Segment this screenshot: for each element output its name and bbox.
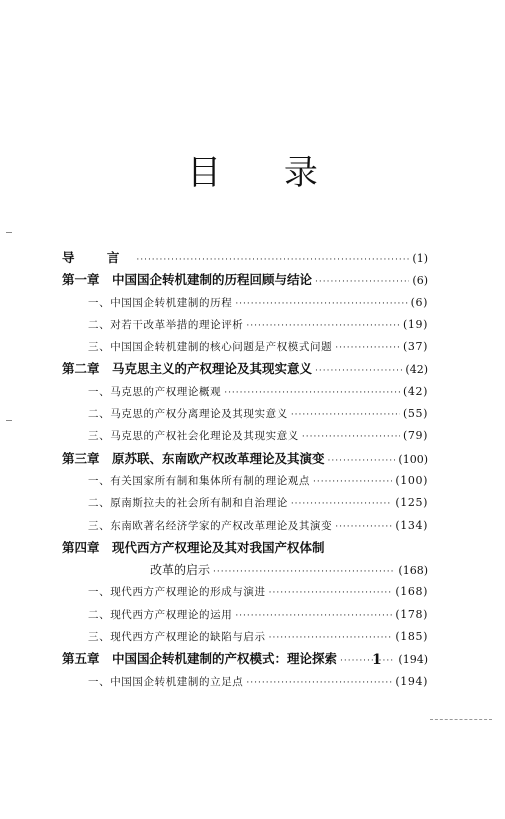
toc-entry-section-2-3[interactable] [62, 425, 428, 447]
toc-entry-introduction[interactable] [62, 247, 428, 269]
toc-entry-page: (100) [395, 473, 428, 487]
dot-leader [235, 605, 392, 627]
toc-entry-label: 第二章 马克思主义的产权理论及其现实意义 [62, 361, 313, 377]
toc-entry-section-1-2[interactable] [62, 314, 428, 336]
toc-entry-section-4-2[interactable] [62, 604, 428, 626]
toc-entry-label: 三、现代西方产权理论的缺陷与启示 [88, 631, 266, 644]
toc-entry-label: 二、马克思的产权分离理论及其现实意义 [88, 408, 288, 421]
toc-entry-page: (168) [395, 585, 428, 599]
toc-entry-section-2-1[interactable] [62, 381, 428, 403]
toc-entry-label: 一、现代西方产权理论的形成与演进 [88, 586, 266, 599]
dot-leader [136, 249, 409, 271]
toc-entry-label: 一、马克思的产权理论概观 [88, 385, 222, 398]
toc-entry-section-3-2[interactable] [62, 492, 428, 514]
toc-entry-page: (178) [395, 607, 428, 621]
toc-entry-section-4-3[interactable] [62, 626, 428, 648]
toc-entry-label: 一、有关国家所有制和集体所有制的理论观点 [88, 474, 310, 487]
dot-leader [269, 582, 393, 604]
page-number: 1 [372, 652, 382, 668]
page-title: 目 录 [187, 152, 344, 193]
toc-entry-page: (6) [410, 295, 428, 309]
toc-entry-section-1-3[interactable] [62, 336, 428, 358]
toc-entry-page: (185) [395, 630, 428, 644]
toc-entry-label: 第四章 现代西方产权理论及其对我国产权体制 [62, 539, 325, 555]
dot-leader [213, 561, 395, 583]
toc-entry-section-3-1[interactable] [62, 470, 428, 492]
dot-leader [328, 450, 396, 472]
toc-entry-label: 一、中国国企转机建制的立足点 [88, 675, 244, 688]
toc-entry-label: 导 言 [62, 250, 134, 265]
toc-entry-section-2-2[interactable] [62, 403, 428, 425]
toc-entry-label: 一、中国国企转机建制的历程 [88, 296, 233, 309]
dot-leader [224, 382, 400, 404]
toc-entry-label: 第五章 中国国企转机建制的产权模式：理论探索 [62, 651, 338, 667]
toc-entry-page: (100) [398, 452, 428, 466]
dot-leader [246, 672, 392, 694]
table-of-contents [62, 247, 428, 693]
dot-leader [340, 650, 395, 672]
toc-entry-page: (37) [403, 340, 428, 354]
scan-artifact-line [430, 719, 492, 720]
dot-leader [313, 471, 392, 493]
dot-leader [315, 360, 402, 382]
dot-leader [269, 627, 393, 649]
toc-entry-page: (125) [395, 496, 428, 510]
toc-entry-section-4-1[interactable] [62, 581, 428, 603]
dot-leader [315, 271, 409, 293]
toc-entry-label: 第一章 中国国企转机建制的历程回顾与结论 [62, 272, 313, 288]
dot-leader [302, 426, 400, 448]
toc-entry-page: (194) [395, 674, 428, 688]
toc-entry-page: (42) [403, 384, 428, 398]
toc-entry-section-3-3[interactable] [62, 515, 428, 537]
dot-leader [235, 293, 407, 315]
toc-entry-label: 二、现代西方产权理论的运用 [88, 608, 233, 621]
toc-entry-label: 三、东南欧著名经济学家的产权改革理论及其演变 [88, 519, 333, 532]
toc-entry-section-1-1[interactable] [62, 292, 428, 314]
dot-leader [246, 315, 400, 337]
toc-entry-chapter-4[interactable] [62, 537, 428, 559]
toc-entry-label: 二、原南斯拉夫的社会所有制和自治理论 [88, 497, 288, 510]
scan-artifact-mark [6, 420, 12, 421]
toc-entry-page: (42) [405, 363, 428, 377]
toc-entry-chapter-1[interactable] [62, 269, 428, 291]
toc-entry-label: 改革的启示 [150, 563, 211, 578]
toc-entry-label: 三、中国国企转机建制的核心问题是产权模式问题 [88, 341, 333, 354]
toc-entry-chapter-4-continued[interactable] [62, 559, 428, 581]
toc-entry-page: (19) [403, 317, 428, 331]
toc-entry-page: (1) [412, 252, 428, 265]
scan-artifact-mark [6, 232, 12, 233]
toc-entry-section-5-1[interactable] [62, 671, 428, 693]
dot-leader [291, 493, 393, 515]
toc-entry-page: (168) [398, 564, 428, 578]
dot-leader [291, 404, 400, 426]
toc-entry-page: (194) [398, 653, 428, 667]
toc-entry-label: 第三章 原苏联、东南欧产权改革理论及其演变 [62, 450, 325, 466]
toc-entry-label: 二、对若干改革举措的理论评析 [88, 318, 244, 331]
toc-entry-chapter-2[interactable] [62, 358, 428, 380]
dot-leader [335, 337, 400, 359]
dot-leader [335, 516, 392, 538]
toc-entry-page: (79) [403, 429, 428, 443]
toc-entry-chapter-3[interactable] [62, 448, 428, 470]
toc-entry-page: (6) [412, 274, 428, 288]
toc-entry-page: (134) [395, 518, 428, 532]
toc-entry-label: 三、马克思的产权社会化理论及其现实意义 [88, 430, 299, 443]
toc-entry-page: (55) [403, 407, 428, 421]
